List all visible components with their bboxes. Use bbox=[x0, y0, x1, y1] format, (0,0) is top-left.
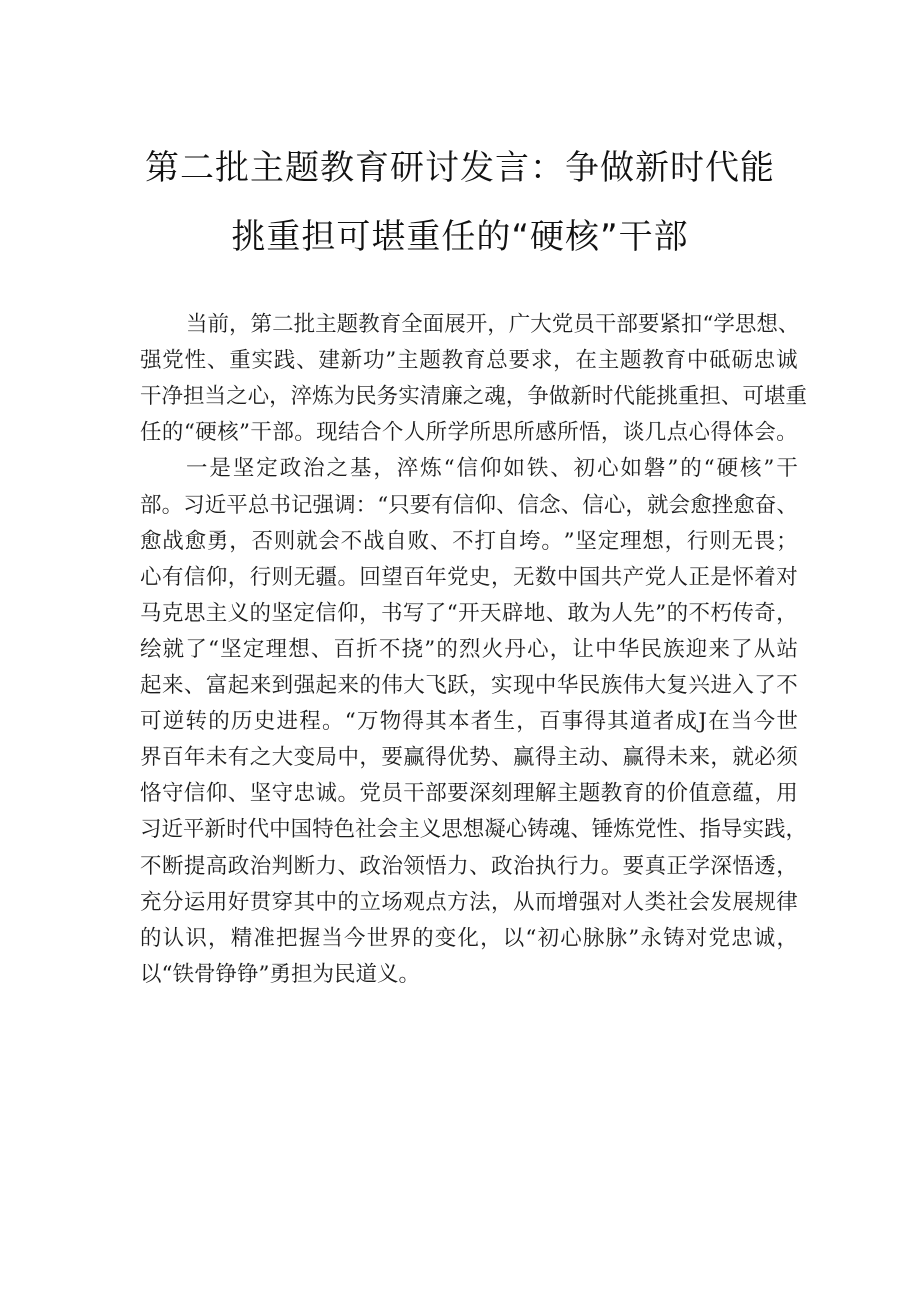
paragraph2-line: 界 百 年 未 有 之 大 变 局 中 ， 要 赢 得 优 势 、 赢 得 主 动 、 赢 得 未 来 ， 就 必 须 bbox=[140, 745, 798, 771]
paragraph2-line: 以“铁骨铮铮”勇担为民道义。 bbox=[140, 961, 420, 987]
paragraph1-line: 任 的 “ 硬 核 ” 干 部 。 现 结 合 个 人 所 学 所 思 所 感 所 悟 ， 谈 几 点 心 得 体 会 。 bbox=[140, 420, 798, 446]
paragraph2-line: 马 克 思 主 义 的 坚 定 信 仰 ， 书 写 了 “ 开 天 辟 地 、 敢 为 人 先 ” 的 不 朽 传 奇 ， bbox=[140, 600, 798, 626]
paragraph2-line: 充 分 运 用 好 贯 穿 其 中 的 立 场 观 点 方 法 ， 从 而 增 强 对 人 类 社 会 发 展 规 律 bbox=[140, 889, 798, 915]
paragraph2-line: 可 逆 转 的 历 史 进 程 。 “ 万 物 得 其 本 者 生 ， 百 事 得 其 道 者 成 J 在 当 今 世 bbox=[140, 709, 798, 735]
paragraph2-line: 绘 就 了 “ 坚 定 理 想 、 百 折 不 挠 ” 的 烈 火 丹 心 ， 让 中 华 民 族 迎 来 了 从 站 bbox=[140, 636, 798, 662]
paragraph1-line: 当 前 ， 第 二 批 主 题 教 育 全 面 展 开 ， 广 大 党 员 干 部 要 紧 扣 “ 学 思 想 、 bbox=[186, 312, 800, 337]
paragraph2-line: 的 认 识 ， 精 准 把 握 当 今 世 界 的 变 化 ， 以 “ 初 心 脉 脉 ” 永 铸 对 党 忠 诚 ， bbox=[140, 925, 798, 951]
paragraph2-line: 一 是 坚 定 政 治 之 基 ， 淬 炼 “ 信 仰 如 铁 、 初 心 如 磐 ” 的 “ 硬 核 ” 干 bbox=[186, 456, 798, 482]
paragraph1-line: 强 党 性 、 重 实 践 、 建 新 功 ” 主 题 教 育 总 要 求 ， 在 主 题 教 育 中 砥 砺 忠 诚 bbox=[140, 348, 798, 374]
paragraph2-line: 不 断 提 高 政 治 判 断 力 、 政 治 领 悟 力 、 政 治 执 行 力 。 要 真 正 学 深 悟 透 ， bbox=[140, 853, 798, 879]
paragraph1-line: 干 净 担 当 之 心 ， 淬 炼 为 民 务 实 清 廉 之 魂 ， 争 做 新 时 代 能 挑 重 担 、 可 堪 重 bbox=[140, 384, 807, 410]
paragraph2-line: 愈 战 愈 勇 ， 否 则 就 会 不 战 自 败 、 不 打 自 垮 。 ” 坚 定 理 想 ， 行 则 无 畏 ； bbox=[140, 528, 798, 554]
paragraph2-line: 起 来 、 富 起 来 到 强 起 来 的 伟 大 飞 跃 ， 实 现 中 华 民 族 伟 大 复 兴 进 入 了 不 bbox=[140, 673, 798, 698]
paragraph2-line: 部 。 习 近 平 总 书 记 强 调 ： “ 只 要 有 信 仰 、 信 念 、 信 心 ， 就 会 愈 挫 愈 奋 、 bbox=[140, 492, 798, 518]
document-title-line-2: 挑重担可堪重任的“硬核”干部 bbox=[231, 217, 689, 257]
paragraph2-line: 恪 守 信 仰 、 坚 守 忠 诚 。 党 员 干 部 要 深 刻 理 解 主 题 教 育 的 价 值 意 蕴 ， 用 bbox=[140, 781, 798, 807]
document-title-line-1: 第二批主题教育研讨发言：争做新时代能 bbox=[145, 148, 775, 188]
paragraph2-line: 习 近 平 新 时 代 中 国 特 色 社 会 主 义 思 想 凝 心 铸 魂 、 锤 炼 党 性 、 指 导 实 践 ， bbox=[140, 817, 807, 843]
paragraph2-line: 心 有 信 仰 ， 行 则 无 疆 。 回 望 百 年 党 史 ， 无 数 中 国 共 产 党 人 正 是 怀 着 对 bbox=[140, 564, 798, 590]
